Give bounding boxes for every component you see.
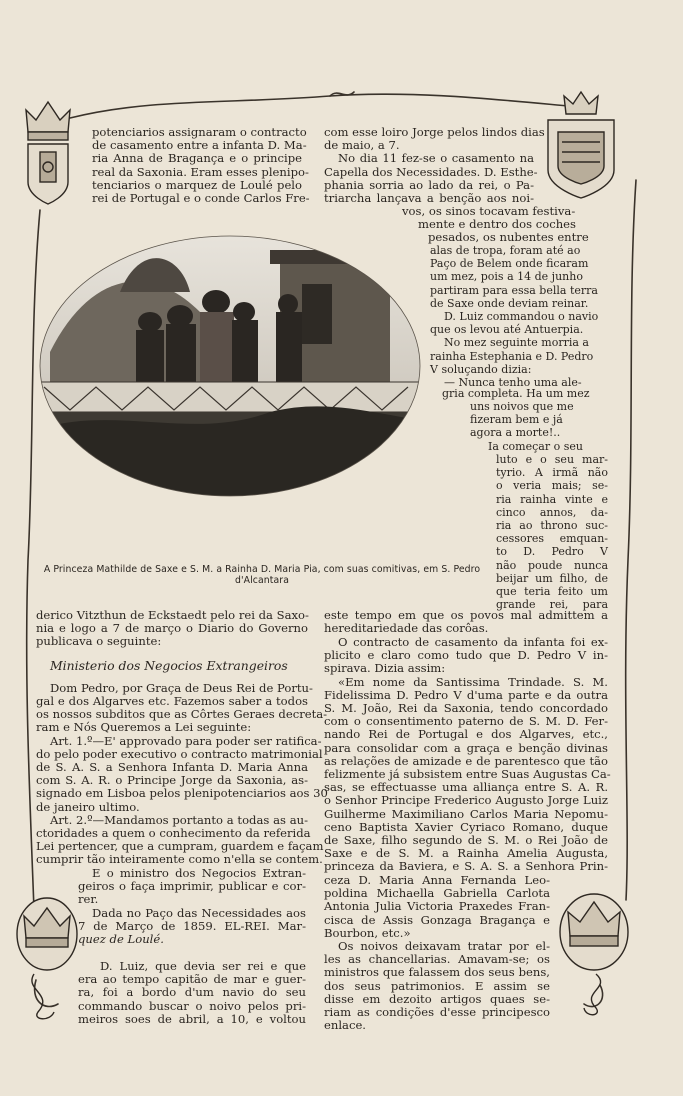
text-line: não poude nunca: [496, 558, 608, 572]
text-line: No dia 11 fez-se o casamento na: [338, 151, 534, 166]
photograph: [30, 232, 494, 544]
text-line: les as chancellarias. Amavam-se; os: [324, 952, 550, 967]
text-line: potenciarios assignaram o contracto: [92, 125, 307, 139]
text-line: 7 de Março de 1859. EL-REI. Mar-: [78, 918, 306, 933]
text-line: luto e o seu mar-: [496, 453, 608, 466]
text-line: que teria feito um: [496, 585, 608, 599]
text-line: derico Vitzthun de Eckstaedt pelo rei da Saxo-: [36, 608, 309, 622]
text-line: enlace.: [324, 1018, 366, 1033]
text-line: Bourbon, etc.»: [324, 925, 411, 940]
text-line: de S. A. S. a Senhora Infanta D. Maria Anna: [36, 760, 308, 775]
text-line: O contracto de casamento da infanta foi ex-: [338, 635, 608, 649]
text-line: um mez, pois a 14 de junho: [430, 270, 583, 284]
text-line: publicava o seguinte:: [36, 634, 162, 649]
text-line: quez de Loulé.: [78, 932, 164, 947]
text-line: — Nunca tenho uma ale-: [444, 376, 582, 390]
column-top-right-wrap: [428, 230, 589, 244]
text-line: cinco annos, da-: [496, 505, 608, 519]
text-line: ra, foi a bordo d'um navio do seu: [78, 985, 306, 1000]
column-top-right-narrow: [496, 453, 608, 611]
section-heading: Ministerio dos Negocios Extrangeiros: [50, 657, 288, 673]
text-line: No mez seguinte morria a: [444, 336, 589, 350]
text-line: triarcha lançava a benção aos noi-: [324, 191, 534, 206]
text-line: cessores emquan-: [496, 532, 608, 546]
text-line: de Saxe onde deviam reinar.: [430, 296, 589, 310]
text-line: que os levou até Antuerpia.: [430, 323, 584, 337]
text-line: rei de Portugal e o conde Carlos Fre-: [92, 191, 310, 206]
text-line: disse em dezoito artigos quaes se-: [324, 991, 550, 1006]
text-line: «Em nome da Santissima Trindade. S. M.: [338, 674, 608, 689]
text-line: grande rei, para: [496, 598, 608, 612]
text-line: signado em Lisboa pelos plenipotenciarios aos 30: [36, 786, 328, 801]
text-line: as relações de amizade e de parentesco que tão: [324, 753, 608, 768]
text-line: era ao tempo capitão de mar e guer-: [78, 972, 306, 987]
text-line: agora a morte!..: [470, 426, 561, 440]
column-bottom-left: [36, 608, 328, 867]
text-line: spirava. Dizia assim:: [324, 661, 446, 676]
text-line: beijar um filho, de: [496, 571, 608, 585]
text-line: phania sorria ao lado da rei, o Pa-: [324, 177, 534, 192]
text-line: Os noivos deixavam tratar por el-: [338, 939, 550, 954]
column-top-right-wrap: [442, 387, 590, 400]
crown-emblem-icon: [556, 890, 632, 1020]
column-right-continued: [324, 609, 608, 635]
text-line: ceno Baptista Xavier Cyriaco Romano, duque: [324, 819, 608, 834]
text-line: com esse loiro Jorge pelos lindos dias: [324, 125, 545, 139]
text-line: pesados, os nubentes entre: [428, 230, 589, 244]
text-line: do pelo poder executivo o contracto matrimonial: [36, 746, 323, 761]
text-line: E o ministro dos Negocios Extran-: [92, 866, 306, 880]
text-line: tenciarios o marquez de Loulé pelo: [92, 177, 302, 192]
text-line: dos seus patrimonios. E assim se: [324, 978, 550, 993]
text-line: Guilherme Maximiliano Carlos Maria Nepomu-: [324, 806, 608, 821]
text-line: ria ao throno suc-: [496, 519, 608, 533]
text-line: plicito e claro como tudo que D. Pedro V in-: [324, 648, 608, 663]
text-line: Dada no Paço das Necessidades aos: [92, 905, 306, 920]
text-line: Dom Pedro, por Graça de Deus Rei de Portu-: [50, 680, 313, 695]
text-line: de maio, a 7.: [324, 138, 400, 153]
text-line: vos, os sinos tocavam festiva-: [402, 204, 576, 218]
text-line: Antonia Julia Victoria Praxedes Fran-: [324, 899, 550, 914]
text-line: riam as condições d'esse principesco: [324, 1005, 550, 1020]
text-line: Ia começar o seu: [488, 440, 583, 453]
text-line: V soluçando dizia:: [430, 362, 532, 376]
text-line: ctoridades a quem o conhecimento da referida: [36, 826, 311, 841]
column-top-right-wrap: [480, 440, 583, 453]
text-line: para consolidar com a graça e benção divinas: [324, 740, 608, 755]
text-line: mente e dentro dos coches: [418, 217, 576, 231]
text-line: poldina Michaella Gabriella Carlota: [324, 886, 550, 901]
text-line: tyrio. A irmã não: [496, 466, 608, 480]
text-line: Fidelissima D. Pedro V d'uma parte e da outra: [324, 687, 608, 702]
text-line: este tempo em que os povos mal admittem a: [324, 608, 608, 622]
text-line: real da Saxonia. Eram esses plenipo-: [92, 164, 309, 179]
text-line: Capella dos Necessidades. D. Esthe-: [324, 164, 538, 179]
text-line: to D. Pedro V: [496, 545, 608, 559]
text-line: de janeiro ultimo.: [36, 799, 140, 814]
text-line: nando Rei de Portugal e dos Algarves, etc.,: [324, 727, 608, 742]
text-line: alas de tropa, foram até ao: [430, 244, 581, 257]
crown-emblem-icon: [18, 92, 78, 210]
text-line: uns noivos que me: [470, 400, 574, 413]
text-line: com S. A. R. o Principe Jorge da Saxonia, as-: [36, 773, 308, 788]
text-line: o Senhor Principe Frederico Augusto Jorge Luiz: [324, 793, 608, 808]
text-line: ram e Nós Queremos a Lei seguinte:: [36, 720, 252, 735]
text-line: Saxe e de S. M. a Rainha Amelia Augusta,: [324, 846, 608, 861]
text-line: gal e dos Algarves etc. Fazemos saber a todos: [36, 694, 308, 709]
text-line: Lei pertencer, que a cumpram, guardem e façam: [36, 839, 324, 854]
text-line: geiros o faça imprimir, publicar e cor-: [78, 879, 306, 894]
column-top-right-wrap: [430, 244, 599, 390]
text-line: nia e logo a 7 de março o Diario do Governo: [36, 621, 308, 636]
text-line: rainha Estephania e D. Pedro: [430, 349, 594, 363]
text-line: ria Anna de Bragança e o principe: [92, 151, 302, 166]
text-line: Art. 2.º—Mandamos portanto a todas as au-: [50, 812, 308, 827]
text-line: Art. 1.º—E' approvado para poder ser ratifica-: [50, 733, 322, 748]
coat-of-arms-icon: [540, 90, 622, 202]
column-bottom-right-narrow: [324, 874, 550, 1032]
text-line: S. M. João, Rei da Saxonia, tendo concordado: [324, 701, 608, 716]
text-line: Paço de Belem onde ficaram: [430, 257, 589, 271]
text-line: rer.: [78, 892, 99, 907]
text-line: cisca de Assis Gonzaga Bragança e: [324, 912, 550, 927]
text-line: de Saxe, filho segundo de S. M. o Rei João de: [324, 833, 608, 848]
text-line: ria rainha vinte e: [496, 492, 608, 506]
text-line: os nossos subditos que as Côrtes Geraes decreta-: [36, 707, 328, 722]
text-line: o veria mais; se-: [496, 479, 608, 493]
text-line: felizmente já subsistem entre Suas Augustas Ca-: [324, 767, 611, 782]
column-top-right-wrap: [470, 400, 574, 440]
column-bottom-right: [324, 635, 611, 874]
text-line: meiros soes de abril, a 10, e voltou: [78, 1011, 306, 1026]
text-line: D. Luiz, que devia ser rei e que: [100, 959, 306, 973]
text-line: cumprir tão inteiramente como n'ella se contem.: [36, 852, 323, 867]
text-line: ceza D. Maria Anna Fernanda Leo-: [324, 873, 550, 887]
text-line: ministros que falassem dos seus bens,: [324, 965, 550, 980]
photo-caption: A Princeza Mathilde de Saxe e S. M. a Rainha D. Maria Pia, com suas comitivas, em S. Pedro d'Alcantara: [43, 564, 481, 586]
column-top-left: [92, 125, 310, 206]
text-line: fizeram bem e já: [470, 413, 563, 427]
text-line: princeza da Baviera, e S. A. S. a Senhora Prin-: [324, 859, 608, 874]
text-line: gria completa. Ha um mez: [442, 387, 590, 400]
column-top-right: [324, 125, 545, 206]
text-line: partiram para essa bella terra: [430, 283, 598, 297]
text-line: com o consentimento paterno de S. M. D. Fer-: [324, 714, 608, 729]
crown-emblem-icon: [14, 894, 80, 1024]
text-line: de casamento entre a infanta D. Ma-: [92, 138, 307, 153]
text-line: D. Luiz commandou o navio: [444, 310, 599, 324]
column-bottom-left-final: [78, 960, 306, 1026]
text-line: hereditariedade das corôas.: [324, 621, 489, 636]
text-line: commando buscar o noivo pelos pri-: [78, 998, 306, 1013]
text-line: sas, se effectuasse uma alliança entre S. A. R.: [324, 780, 608, 795]
column-bottom-left-narrow: [78, 867, 306, 946]
